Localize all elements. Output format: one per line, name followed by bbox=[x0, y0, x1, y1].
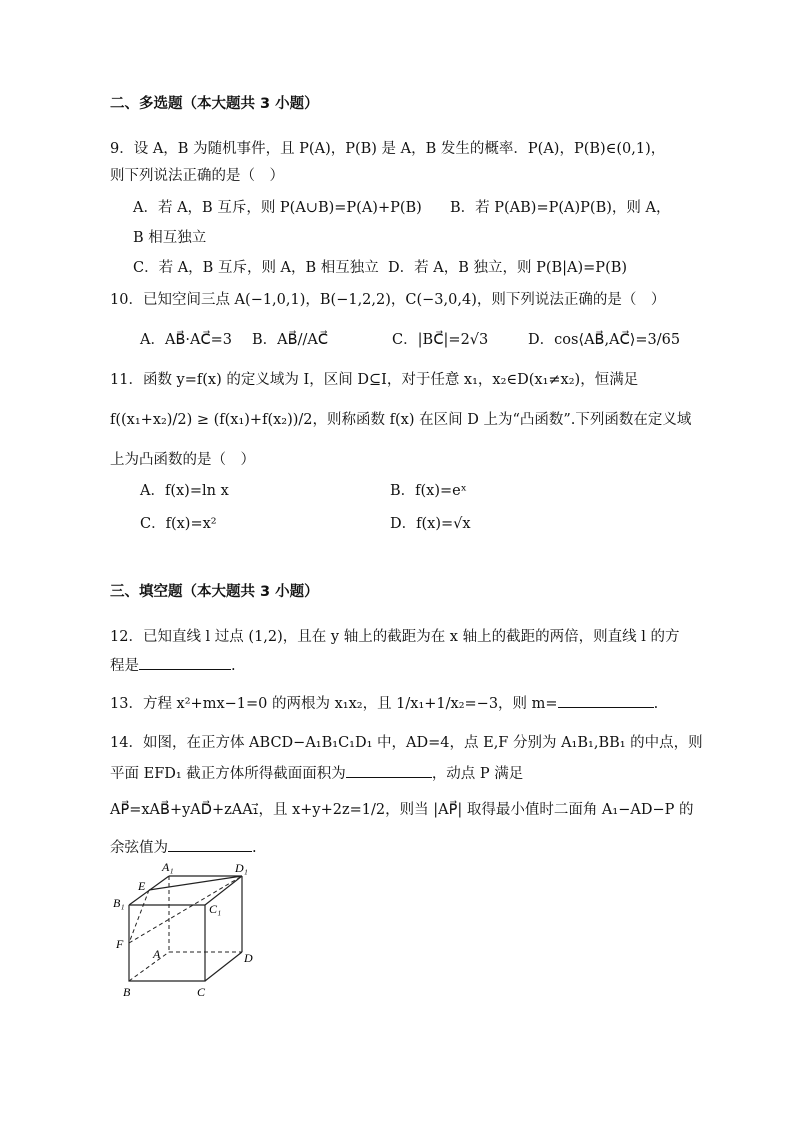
q13-line bbox=[110, 693, 658, 714]
cube-edge-b-a-hidden bbox=[129, 952, 169, 981]
q11-stem-line3: 上为凸函数的是（ ） bbox=[110, 452, 255, 468]
q14-answer-blank-2[interactable] bbox=[168, 837, 252, 852]
label-b1: B₁ bbox=[113, 896, 125, 910]
label-d: D bbox=[244, 951, 253, 965]
label-d1: D₁ bbox=[235, 861, 248, 875]
q9-stem-line1: 9．设 A，B 为随机事件，且 P(A)，P(B) 是 A，B 发生的概率．P(A)，P(B)∈(0,1)， bbox=[110, 141, 666, 157]
q11-option-b: B．f(x)=eˣ bbox=[390, 483, 467, 499]
q9-option-c: C．若 A，B 互斥，则 A，B 相互独立 bbox=[133, 260, 379, 276]
label-c1: C₁ bbox=[209, 902, 222, 916]
q11-stem-line2: f((x₁+x₂)/2) ≥ (f(x₁)+f(x₂))/2，则称函数 f(x) 在区间 D 上为“凸函数”.下列函数在定义域 bbox=[110, 412, 692, 428]
q9-option-b-cont: B 相互独立 bbox=[133, 230, 207, 246]
q12-answer-blank[interactable] bbox=[139, 655, 231, 670]
q14-line3: AP⃗=xAB⃗+yAD⃗+zAA₁⃗，且 x+y+2z=1/2，则当 |AP⃗| 取得最小值时二面角 A₁−AD−P 的 bbox=[110, 802, 694, 818]
q11-stem-line1: 11．函数 y=f(x) 的定义域为 I，区间 D⊆I，对于任意 x₁，x₂∈D(x₁≠x₂)，恒满足 bbox=[110, 372, 639, 388]
label-a1: A₁ bbox=[162, 860, 174, 874]
label-e: E bbox=[138, 879, 146, 893]
q14-end: . bbox=[252, 840, 257, 856]
q13-end: . bbox=[653, 696, 659, 712]
q14-line4 bbox=[110, 837, 257, 858]
q14-line2b: ，动点 P 满足 bbox=[431, 766, 524, 782]
section-line-e-d1 bbox=[149, 876, 242, 890]
label-b: B bbox=[123, 985, 131, 999]
cube-figure bbox=[105, 860, 265, 1005]
q10-option-c: C．|BC⃗|=2√3 bbox=[392, 332, 489, 348]
label-a: A bbox=[153, 947, 161, 961]
q12-line2 bbox=[110, 655, 236, 676]
q14-line1: 14．如图，在正方体 ABCD−A₁B₁C₁D₁ 中，AD=4，点 E,F 分别为 A₁B₁,BB₁ 的中点，则 bbox=[110, 735, 703, 751]
q13-answer-blank[interactable] bbox=[558, 693, 654, 708]
q10-option-b: B．AB⃗//AC⃗ bbox=[252, 332, 328, 348]
q11-option-d: D．f(x)=√x bbox=[390, 516, 471, 532]
q14-line2a: 平面 EFD₁ 截正方体所得截面面积为 bbox=[110, 766, 346, 782]
q12-end: . bbox=[231, 658, 236, 674]
q10-option-a: A．AB⃗·AC⃗=3 bbox=[140, 332, 232, 348]
q11-option-c: C．f(x)=x² bbox=[140, 516, 217, 532]
q11-option-a: A．f(x)=ln x bbox=[140, 483, 229, 499]
q10-stem: 10．已知空间三点 A(−1,0,1)，B(−1,2,2)，C(−3,0,4)，则下列说法正确的是（ ） bbox=[110, 292, 666, 308]
label-f: F bbox=[116, 937, 124, 951]
section-heading-fill-blank: 三、填空题（本大题共 3 小题） bbox=[110, 584, 319, 600]
q14-answer-blank-1[interactable] bbox=[346, 763, 432, 778]
q9-option-b: B．若 P(AB)=P(A)P(B)，则 A， bbox=[450, 200, 671, 216]
q9-option-a: A．若 A，B 互斥，则 P(A∪B)=P(A)+P(B) bbox=[133, 200, 422, 216]
cube-edge-front bbox=[129, 905, 205, 981]
q9-option-d: D．若 A，B 独立，则 P(B|A)=P(B) bbox=[388, 260, 628, 276]
label-c: C bbox=[197, 985, 206, 999]
cube-edge-c-d bbox=[205, 952, 242, 981]
q12-line1: 12．已知直线 l 过点 (1,2)，且在 y 轴上的截距为在 x 轴上的截距的两倍，则直线 l 的方 bbox=[110, 629, 680, 645]
q13-text: 13．方程 x²+mx−1=0 的两根为 x₁x₂，且 1/x₁+1/x₂=−3，则 m= bbox=[110, 696, 558, 712]
section-line-f-d1 bbox=[129, 876, 242, 943]
q14-line4-text: 余弦值为 bbox=[110, 840, 168, 856]
section-heading-multi-choice: 二、多选题（本大题共 3 小题） bbox=[110, 96, 319, 112]
q14-line2 bbox=[110, 763, 523, 784]
q9-stem-line2: 则下列说法正确的是（ ） bbox=[110, 168, 284, 184]
q10-option-d: D．cos⟨AB⃗,AC⃗⟩=3/65 bbox=[528, 332, 681, 348]
q12-line2-text: 程是 bbox=[110, 658, 139, 674]
